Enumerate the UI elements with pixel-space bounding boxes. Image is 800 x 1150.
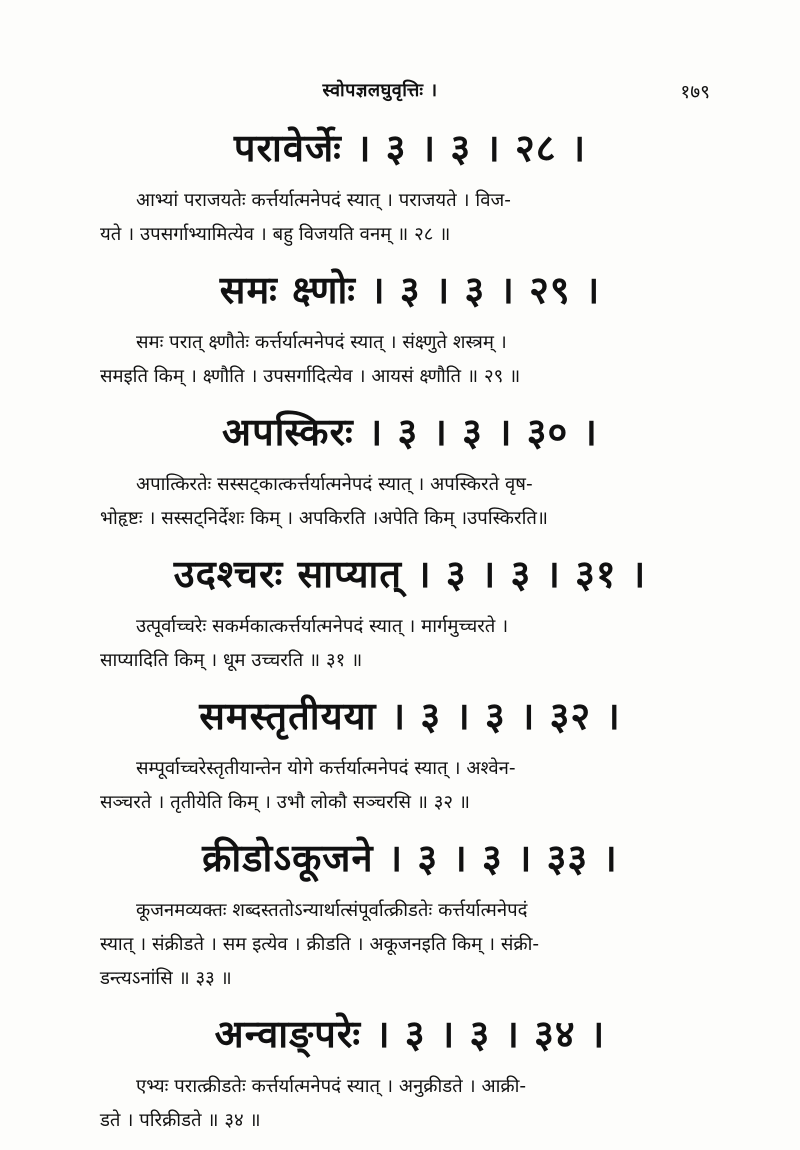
commentary-line: सञ्चरते । तृतीयेति किम् । उभौ लोकौ सञ्चरसि ॥ ३२ ॥	[100, 792, 471, 813]
commentary-line: समइति किम् । क्ष्णौति । उपसर्गादित्येव । आयसं क्ष्णौति ॥ २९ ॥	[100, 366, 521, 387]
commentary-line: आभ्यां पराजयतेः कर्त्तर्यात्मनेपदं स्यात् । पराजयते । विज-	[136, 190, 511, 211]
commentary-line: यते । उपसर्गाभ्यामित्येव । बहु विजयति वनम् ॥ २८ ॥	[100, 224, 451, 245]
sutra-heading: उदश्चरः साप्यात् । ३ । ३ । ३१ ।	[173, 552, 647, 596]
commentary-line: अपात्किरतेः सस्सट्कात्कर्त्तर्यात्मनेपदं स्यात् । अपस्किरते वृष-	[136, 474, 533, 495]
commentary	[100, 894, 720, 996]
page-header	[0, 78, 800, 106]
sutra-heading: समः क्ष्णोः । ३ । ३ । २९ ।	[219, 268, 601, 312]
commentary-line: सम्पूर्वाच्चरेस्तृतीयान्तेन योगे कर्त्तर्यात्मनेपदं स्यात् । अश्वेन-	[136, 758, 516, 779]
sutra-heading: परावेर्जेः । ३ । ३ । २८ ।	[233, 126, 587, 170]
sutra-heading: क्रीडोऽकूजने । ३ । ३ । ३३ ।	[202, 836, 618, 880]
commentary	[100, 468, 720, 536]
sutra-section	[100, 1004, 720, 1138]
commentary-line: एभ्यः परात्क्रीडतेः कर्त्तर्यात्मनेपदं स्यात् । अनुक्रीडते । आक्री-	[136, 1076, 527, 1097]
commentary-line: स्यात् । संक्रीडते । सम इत्येव । क्रीडति । अकूजनइति किम् । संक्री-	[100, 934, 540, 955]
sutra-heading: अपस्किरः । ३ । ३ । ३० ।	[222, 410, 598, 454]
sutra-heading: समस्तृतीयया । ३ । ३ । ३२ ।	[199, 694, 621, 738]
running-title: स्वोपज्ञलघुवृत्तिः ।	[322, 80, 438, 101]
commentary-line: साप्यादिति किम् । धूम उच्चरति ॥ ३१ ॥	[100, 650, 363, 671]
page-number: १७९	[680, 81, 710, 103]
commentary-line: कूजनमव्यक्तः शब्दस्ततोऽन्यार्थात्संपूर्वात्क्रीडतेः कर्त्तर्यात्मनेपदं	[136, 900, 528, 921]
sutra-section	[100, 260, 720, 394]
sutra-section	[100, 118, 720, 252]
commentary-line: डते । परिक्रीडते ॥ ३४ ॥	[100, 1110, 261, 1131]
commentary-line: भोहृष्टः । सस्सट्निर्देशः किम् । अपकिरति ।अपेति किम् ।उपस्किरति॥	[100, 508, 548, 529]
commentary	[100, 1070, 720, 1138]
commentary	[100, 752, 720, 820]
commentary-line: समः परात् क्ष्णौतेः कर्त्तर्यात्मनेपदं स्यात् । संक्ष्णुते शस्त्रम् ।	[136, 332, 507, 353]
commentary	[100, 610, 720, 678]
sutra-section	[100, 828, 720, 996]
sutra-heading: अन्वाङ्परेः । ३ । ३ । ३४ ।	[214, 1012, 606, 1056]
sutra-section	[100, 686, 720, 820]
commentary-line: डन्त्यऽनांसि ॥ ३३ ॥	[100, 968, 232, 989]
page-body	[100, 118, 720, 1146]
commentary	[100, 184, 720, 252]
commentary	[100, 326, 720, 394]
commentary-line: उत्पूर्वाच्चरेः सकर्मकात्कर्त्तर्यात्मनेपदं स्यात् । मार्गमुच्चरते ।	[136, 616, 509, 637]
sutra-section	[100, 544, 720, 678]
sutra-section	[100, 402, 720, 536]
